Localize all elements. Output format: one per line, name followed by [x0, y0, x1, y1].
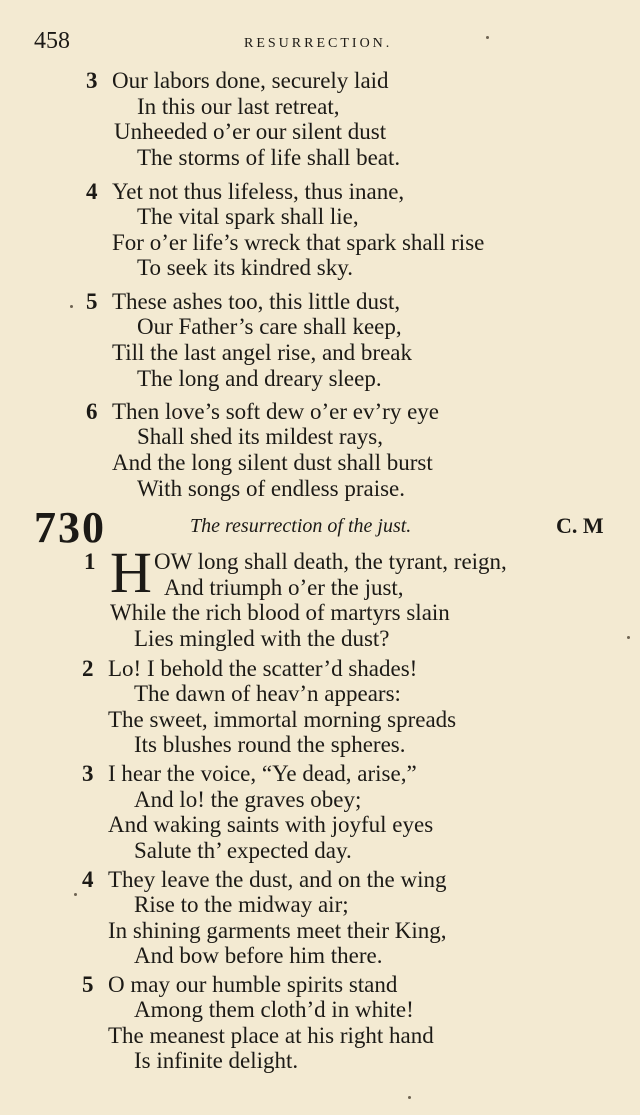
- page-header: [34, 28, 614, 58]
- verse-line: Yet not thus lifeless, thus inane,: [112, 179, 405, 204]
- paper-speck: [486, 36, 489, 39]
- verse-line: With songs of endless praise.: [137, 476, 406, 501]
- verse-line: And triumph o’er the just,: [164, 575, 404, 600]
- verse-line: Then love’s soft dew o’er ev’ry eye: [112, 399, 439, 424]
- stanza-number: 2: [82, 656, 94, 681]
- drop-cap: H: [110, 540, 152, 605]
- hymn-title: The resurrection of the just.: [190, 515, 412, 537]
- verse-line: Lies mingled with the dust?: [134, 626, 390, 651]
- verse-line: The dawn of heav’n appears:: [134, 681, 401, 706]
- verse-line: And waking saints with joyful eyes: [108, 812, 434, 837]
- verse-line: I hear the voice, “Ye dead, arise,”: [108, 761, 417, 786]
- verse-line: The meanest place at his right hand: [108, 1023, 434, 1048]
- verse-line: They leave the dust, and on the wing: [108, 867, 447, 892]
- stanza-number: 6: [86, 399, 98, 424]
- page-number: 458: [34, 28, 70, 54]
- verse-line: While the rich blood of martyrs slain: [110, 600, 450, 625]
- verse-line: For o’er life’s wreck that spark shall rise: [112, 230, 485, 255]
- verse-line: These ashes too, this little dust,: [112, 289, 401, 314]
- stanza-number: 4: [86, 179, 98, 204]
- verse-line: OW long shall death, the tyrant, reign,: [154, 549, 507, 574]
- verse-line: The long and dreary sleep.: [137, 366, 382, 391]
- verse-line: Our Father’s care shall keep,: [137, 314, 402, 339]
- verse-line: Our labors done, securely laid: [112, 68, 389, 93]
- verse-line: Among them cloth’d in white!: [134, 997, 414, 1022]
- stanza-number: 3: [82, 761, 94, 786]
- verse-line: O may our humble spirits stand: [108, 972, 398, 997]
- stanza-number: 5: [86, 289, 98, 314]
- verse-line: In shining garments meet their King,: [108, 918, 447, 943]
- stanza-number: 4: [82, 867, 94, 892]
- verse-line: Is infinite delight.: [134, 1048, 299, 1073]
- hymn-meter: C. M: [556, 513, 604, 538]
- verse-line: The vital spark shall lie,: [137, 204, 359, 229]
- hymn-number: 730: [34, 503, 106, 552]
- paper-speck: [408, 1096, 411, 1099]
- paper-speck: [627, 636, 630, 639]
- verse-line: Till the last angel rise, and break: [112, 340, 412, 365]
- paper-speck: [74, 893, 77, 896]
- verse-line: To seek its kindred sky.: [137, 255, 354, 280]
- verse-line: Lo! I behold the scatter’d shades!: [108, 656, 418, 681]
- verse-line: The storms of life shall beat.: [137, 145, 401, 170]
- stanza-number: 5: [82, 972, 94, 997]
- verse-line: Its blushes round the spheres.: [134, 732, 406, 757]
- running-head: RESURRECTION.: [244, 36, 393, 51]
- verse-line: Salute th’ expected day.: [134, 838, 352, 863]
- verse-line: In this our last retreat,: [137, 94, 340, 119]
- verse-line: And bow before him there.: [134, 943, 383, 968]
- verse-line: And lo! the graves obey;: [134, 787, 362, 812]
- verse-line: And the long silent dust shall burst: [112, 450, 433, 475]
- verse-line: The sweet, immortal morning spreads: [108, 707, 457, 732]
- stanza-number: 1: [84, 549, 96, 574]
- verse-line: Unheeded o’er our silent dust: [114, 119, 387, 144]
- verse-line: Shall shed its mildest rays,: [137, 424, 383, 449]
- stanza-number: 3: [86, 68, 98, 93]
- verse-line: Rise to the midway air;: [134, 892, 349, 917]
- paper-speck: [70, 305, 73, 308]
